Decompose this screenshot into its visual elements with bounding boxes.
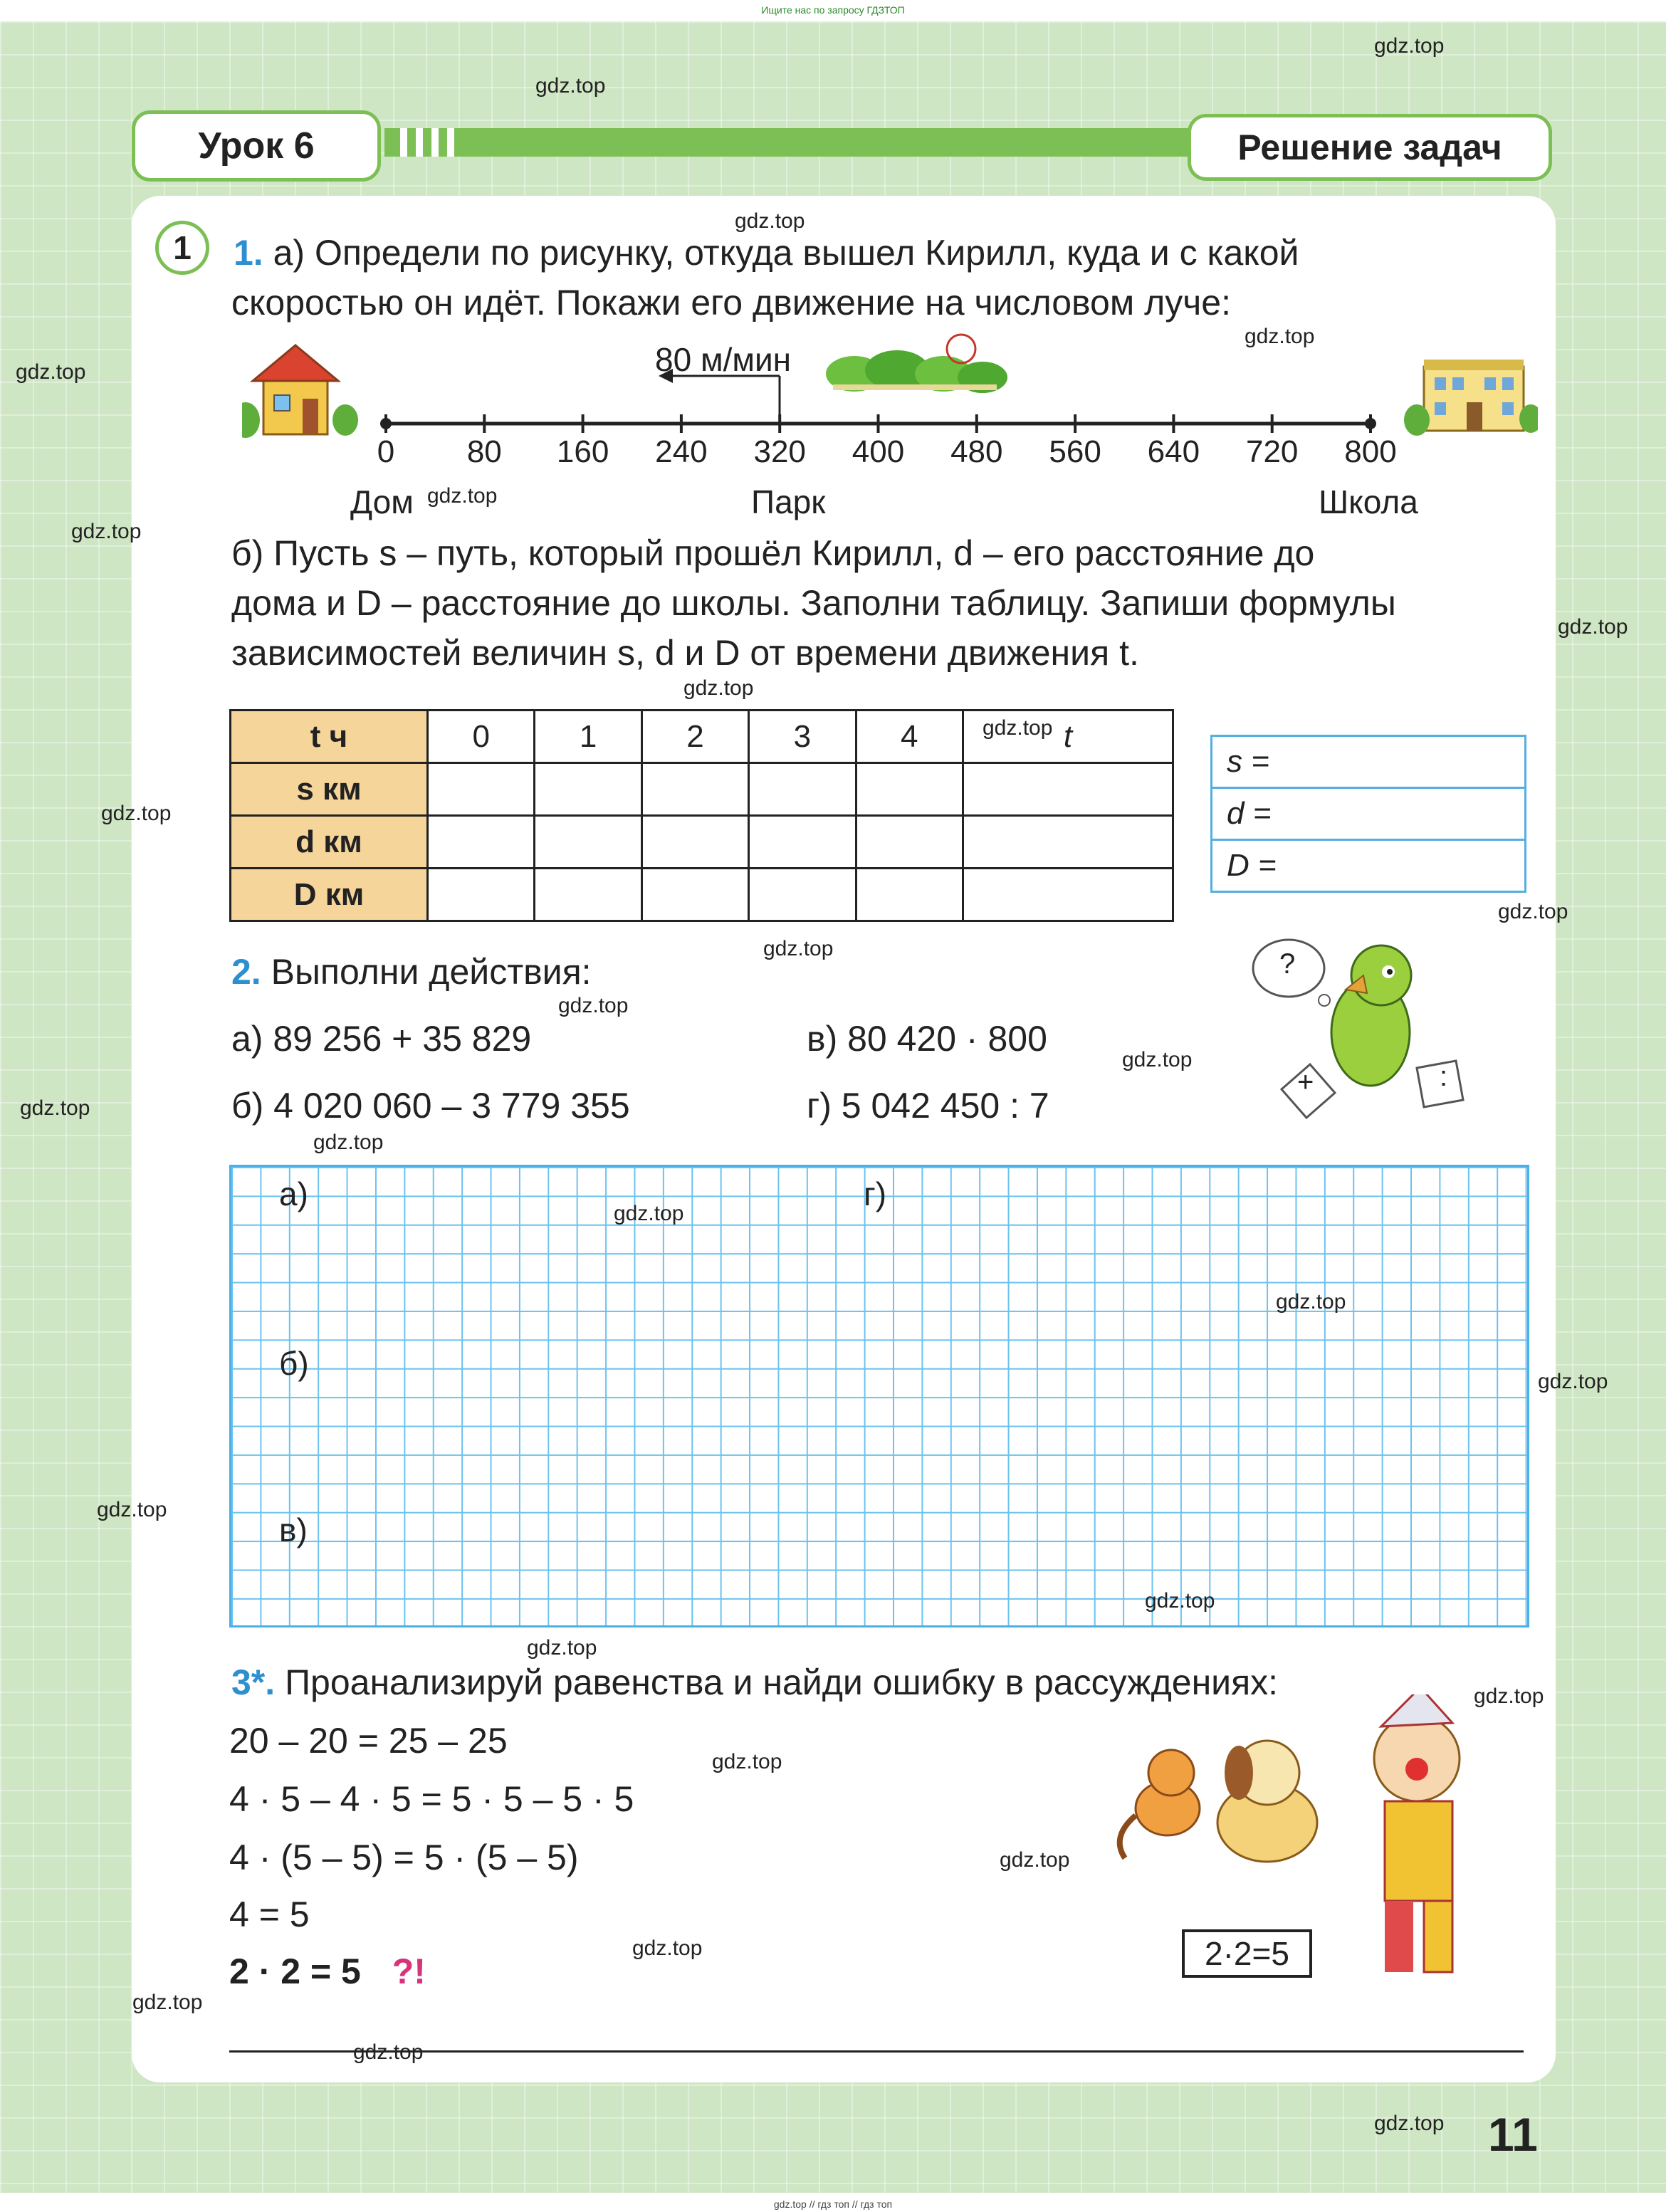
- place-home: Дом: [350, 483, 414, 520]
- watermark: gdz.top: [527, 1636, 597, 1660]
- watermark: gdz.top: [1474, 1684, 1544, 1708]
- page-number: 11: [1488, 2108, 1538, 2161]
- plus-card: +: [1297, 1066, 1314, 1098]
- table-header-cell: 3: [749, 711, 856, 763]
- table-row-label: D км: [231, 869, 428, 921]
- task2-title-line: [231, 947, 592, 997]
- formula-s[interactable]: s =: [1212, 737, 1524, 789]
- school-icon: [1404, 360, 1538, 436]
- table-cell[interactable]: [749, 763, 856, 816]
- task3-line4: 4 = 5: [229, 1894, 310, 1934]
- task1-line1: [234, 228, 1299, 278]
- table-cell[interactable]: [749, 869, 856, 921]
- watermark: gdz.top: [1000, 1848, 1070, 1872]
- task3-line2: 4 · 5 – 4 · 5 = 5 · 5 – 5 · 5: [229, 1779, 634, 1819]
- table-row: [231, 763, 1173, 816]
- table-header-cell: 0: [428, 711, 535, 763]
- table-header-cell: 4: [856, 711, 963, 763]
- watermark: gdz.top: [427, 484, 498, 508]
- tick-label: 240: [655, 434, 708, 469]
- task2-number: 2.: [231, 952, 261, 992]
- watermark: gdz.top: [1498, 900, 1568, 923]
- sign-card: 2·2=5: [1182, 1929, 1312, 1978]
- watermark: gdz.top: [1374, 34, 1445, 58]
- task-number-circle: 1: [155, 221, 209, 275]
- watermark: gdz.top: [16, 360, 86, 384]
- table-cell[interactable]: [428, 763, 535, 816]
- task2-title: Выполни действия:: [271, 952, 592, 992]
- watermark: gdz.top: [20, 1096, 90, 1120]
- watermark: gdz.top: [614, 1202, 684, 1225]
- task3-line3: 4 · (5 – 5) = 5 · (5 – 5): [229, 1838, 579, 1877]
- table-row: [231, 869, 1173, 921]
- table-cell[interactable]: [535, 816, 641, 869]
- task2-v: в) 80 420 · 800: [807, 1019, 1047, 1059]
- parrot-illustration: [1239, 918, 1495, 1132]
- house-icon: [242, 345, 358, 438]
- tick-label: 640: [1147, 434, 1200, 469]
- table-header-cell: 2: [641, 711, 748, 763]
- table-cell[interactable]: [856, 816, 963, 869]
- watermark: gdz.top: [763, 937, 834, 960]
- table-cell[interactable]: [749, 816, 856, 869]
- task3-line1: 20 – 20 = 25 – 25: [229, 1721, 508, 1761]
- table-header-cell: t: [963, 711, 1173, 763]
- tick-label: 0: [377, 434, 395, 469]
- watermark: gdz.top: [632, 1936, 703, 1960]
- watermark: gdz.top: [313, 1131, 384, 1154]
- watermark: gdz.top: [558, 994, 629, 1017]
- table-cell[interactable]: [535, 869, 641, 921]
- table-cell[interactable]: [963, 763, 1173, 816]
- header-dashes: [392, 128, 463, 157]
- task2-b: б) 4 020 060 – 3 779 355: [231, 1086, 630, 1126]
- squared-answer-grid[interactable]: [229, 1165, 1529, 1627]
- grid-label-g: г): [864, 1175, 887, 1212]
- motion-table: [229, 709, 1174, 922]
- table-cell[interactable]: [428, 869, 535, 921]
- tick-label: 160: [556, 434, 609, 469]
- watermark: gdz.top: [712, 1750, 782, 1773]
- watermark: gdz.top: [1122, 1048, 1193, 1071]
- grid-label-a: а): [279, 1175, 308, 1212]
- lesson-topic: Решение задач: [1188, 114, 1552, 181]
- watermark: gdz.top: [353, 2040, 424, 2064]
- task3-final: 2 · 2 = 5: [229, 1951, 361, 1991]
- lesson-label: Урок 6: [132, 110, 381, 182]
- place-school: Школа: [1319, 483, 1418, 520]
- watermark: gdz.top: [535, 74, 606, 98]
- bottom-banner: gdz.top // гдз топ // гдз топ: [773, 2198, 893, 2210]
- formula-d[interactable]: d =: [1212, 789, 1524, 841]
- task1-text1: а) Определи по рисунку, откуда вышел Кирилл, куда и с какой: [273, 233, 1299, 273]
- table-cell[interactable]: [856, 763, 963, 816]
- watermark: gdz.top: [1538, 1370, 1608, 1393]
- table-cell[interactable]: [641, 869, 748, 921]
- table-row-label: s км: [231, 763, 428, 816]
- table-header-cell: 1: [535, 711, 641, 763]
- task1-b-line1: б) Пусть s – путь, который прошёл Кирилл, d – его расстояние до: [231, 533, 1315, 573]
- watermark: gdz.top: [101, 802, 172, 825]
- tick-label: 80: [466, 434, 502, 469]
- task2-g: г) 5 042 450 : 7: [807, 1086, 1049, 1126]
- table-cell[interactable]: [535, 763, 641, 816]
- watermark: gdz.top: [1558, 615, 1628, 639]
- header-stripe: [384, 128, 1210, 157]
- table-cell[interactable]: [856, 869, 963, 921]
- table-row: [231, 816, 1173, 869]
- task3-number: 3*.: [231, 1662, 276, 1702]
- grid-label-v: в): [279, 1511, 308, 1548]
- table-cell[interactable]: [641, 763, 748, 816]
- task1-b-line3: зависимостей величин s, d и D от времени движения t.: [231, 633, 1139, 673]
- task3-mark: ?!: [392, 1951, 426, 1991]
- task1-line2: скоростью он идёт. Покажи его движение на числовом луче:: [231, 283, 1232, 323]
- watermark: gdz.top: [97, 1498, 167, 1521]
- watermark: gdz.top: [1276, 1290, 1346, 1314]
- table-header-cell: t ч: [231, 711, 428, 763]
- tick-label: 720: [1245, 434, 1299, 469]
- watermark: gdz.top: [132, 1991, 203, 2014]
- task1-b-line2: дома и D – расстояние до школы. Заполни таблицу. Запиши формулы: [231, 583, 1396, 623]
- watermark: gdz.top: [983, 716, 1053, 740]
- tick-label: 320: [753, 434, 806, 469]
- task1-number: 1.: [234, 233, 263, 273]
- colon-card: :: [1440, 1061, 1448, 1092]
- grid-label-b: б): [279, 1345, 309, 1382]
- tick-label: 800: [1344, 434, 1397, 469]
- answer-line[interactable]: [229, 2050, 1524, 2053]
- watermark: gdz.top: [735, 209, 805, 233]
- table-row-label: d км: [231, 816, 428, 869]
- formula-box: [1210, 735, 1526, 893]
- table-cell[interactable]: [963, 816, 1173, 869]
- parrot-question: ?: [1279, 948, 1296, 980]
- tick-label: 560: [1049, 434, 1101, 469]
- table-cell[interactable]: [428, 816, 535, 869]
- watermark: gdz.top: [71, 520, 142, 543]
- speed-label: 80 м/мин: [655, 341, 792, 378]
- top-banner: Ищите нас по запросу ГДЗТОП: [761, 4, 905, 16]
- table-cell[interactable]: [641, 816, 748, 869]
- tick-label: 480: [950, 434, 1003, 469]
- table-cell[interactable]: [963, 869, 1173, 921]
- watermark: gdz.top: [1245, 325, 1315, 348]
- tick-label: 400: [852, 434, 905, 469]
- task3-title: Проанализируй равенства и найди ошибку в рассуждениях:: [285, 1662, 1279, 1702]
- watermark: gdz.top: [683, 676, 754, 700]
- formula-D[interactable]: D =: [1227, 848, 1277, 883]
- park-icon: [826, 335, 1007, 393]
- watermark: gdz.top: [1374, 2112, 1445, 2135]
- watermark: gdz.top: [1145, 1589, 1215, 1613]
- task3-final-line: [229, 1946, 426, 1996]
- task2-a: а) 89 256 + 35 829: [231, 1019, 532, 1059]
- place-park: Парк: [751, 483, 826, 520]
